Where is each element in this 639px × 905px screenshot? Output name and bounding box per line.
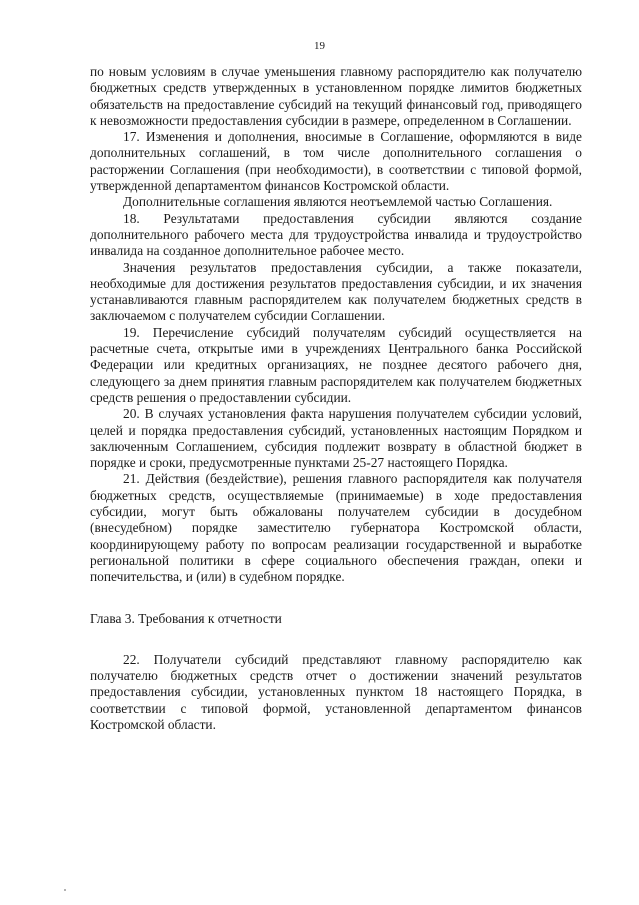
scan-mark: [64, 889, 66, 891]
paragraph-19: 19. Перечисление субсидий получателям субсидий осуществляется на расчетные счета, открытые ими в учреждениях Центрального банка Российской Федерации или кредитных организациях, не позднее десятого рабочего дня, следующего за днем принятия главным распорядителем как получателем бюджетных средств решения о предоставлении субсидии.: [90, 324, 582, 405]
paragraph-18: 18. Результатами предоставления субсидии являются создание дополнительного рабочего места для трудоустройства инвалида и трудоустройство инвалида на созданное дополнительное рабочее место.: [90, 210, 582, 259]
page-number: 19: [314, 40, 325, 52]
paragraph-22: 22. Получатели субсидий представляют главному распорядителю как получателю бюджетных средств отчет о достижении значений результатов предоставления субсидии, установленных пунктом 18 настоящего Порядка, в соответствии с типовой формой, установленной департаментом финансов Костромской области.: [90, 651, 582, 732]
paragraph-17-note: Дополнительные соглашения являются неотъемлемой частью Соглашения.: [123, 194, 553, 210]
paragraph-20: 20. В случаях установления факта нарушения получателем субсидии условий, целей и порядка предоставления субсидий, установленных настоящим Порядком и заключенным Соглашением, субсидия подлежит возврату в областной бюджет в порядке и сроки, предусмотренные пунктами 25-27 настоящего Порядка.: [90, 406, 582, 471]
document-body: [90, 64, 582, 733]
paragraph-17: 17. Изменения и дополнения, вносимые в Соглашение, оформляются в виде дополнительных соглашений, в том числе дополнительного соглашения о расторжении Соглашения (при необходимости), в соответствии с типовой формой, утвержденной департаментом финансов Костромской области.: [90, 129, 582, 194]
chapter-heading: Глава 3. Требования к отчетности: [90, 610, 282, 626]
paragraph-continuation: по новым условиям в случае уменьшения главному распорядителю как получателю бюджетных средств утвержденных в установленном порядке лимитов бюджетных обязательств на предоставление субсидий на текущий финансовый год, приводящего к невозможности предоставления субсидии в размере, определенном в Соглашении.: [90, 64, 582, 128]
paragraph-21: 21. Действия (бездействие), решения главного распорядителя как получателя бюджетных средств, осуществляемые (принимаемые) в ходе предоставления субсидии, могут быть обжалованы получателем субсидии в досудебном (внесудебном) порядке заместителю губернатора Костромской области, координирующему работу по вопросам реализации государственной и выработке региональной политики в сфере социального обеспечения граждан, опеки и попечительства, и (или) в судебном порядке.: [90, 471, 582, 585]
paragraph-18-values: Значения результатов предоставления субсидии, а также показатели, необходимые для достижения результатов предоставления субсидии, и их значения устанавливаются главным распорядителем как получателем бюджетных средств в заключаемом с получателем субсидии Соглашении.: [90, 259, 582, 324]
